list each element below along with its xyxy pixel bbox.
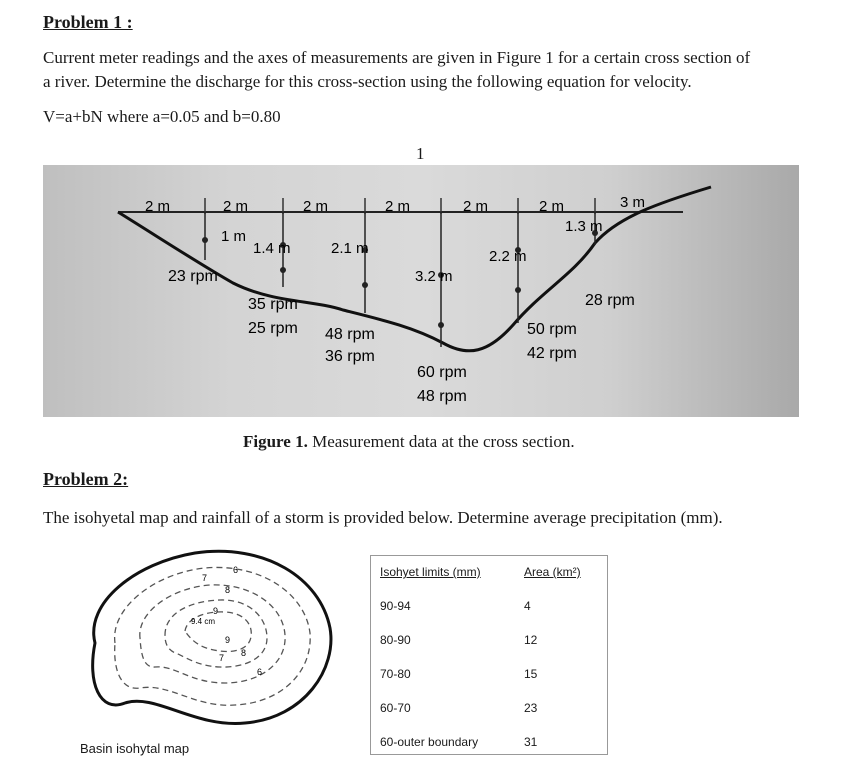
isohyet-6 bbox=[115, 567, 311, 705]
width-label: 2 m bbox=[539, 198, 565, 215]
depth-label: 2.1 m bbox=[331, 240, 369, 257]
meter-point bbox=[202, 237, 208, 243]
figure-caption bbox=[243, 432, 575, 452]
table-row bbox=[380, 725, 602, 759]
depth-label: 1.3 m bbox=[565, 218, 603, 235]
rpm-reading: 48 rpm bbox=[325, 326, 375, 343]
width-label: 2 m bbox=[145, 198, 171, 215]
table-cell: 23 bbox=[524, 701, 538, 715]
cross-section-figure bbox=[43, 165, 799, 417]
rpm-reading: 28 rpm bbox=[585, 292, 635, 309]
meter-point bbox=[515, 287, 521, 293]
basin-boundary bbox=[93, 551, 331, 723]
rpm-reading: 60 rpm bbox=[417, 364, 467, 381]
table-cell: 12 bbox=[524, 633, 538, 647]
figure-caption-text: Measurement data at the cross section. bbox=[307, 432, 575, 451]
table-cell: 90-94 bbox=[380, 599, 411, 613]
isohyet-label: 6 bbox=[257, 667, 263, 677]
rpm-reading: 23 rpm bbox=[168, 268, 218, 285]
table-header: Area (km²) bbox=[524, 565, 581, 579]
table-cell: 80-90 bbox=[380, 633, 411, 647]
table-row bbox=[380, 657, 602, 691]
table-header-row bbox=[380, 555, 602, 589]
isohyet-label: 6 bbox=[233, 565, 239, 575]
table-row bbox=[380, 691, 602, 725]
width-label: 3 m bbox=[620, 194, 646, 211]
isohyetal-map-drawing bbox=[75, 543, 345, 743]
isohyet-label: 7 bbox=[202, 573, 208, 583]
width-label: 2 m bbox=[463, 198, 489, 215]
isohyet-label: 9 bbox=[213, 606, 219, 616]
rpm-reading: 36 rpm bbox=[325, 348, 375, 365]
depth-label: 1.4 m bbox=[253, 240, 291, 257]
problem2-text: The isohyetal map and rainfall of a storm is provided below. Determine average precipitation (mm). bbox=[43, 508, 723, 527]
figure-caption-label: Figure 1. bbox=[243, 432, 308, 451]
isohyet-label: 8 bbox=[241, 648, 247, 658]
width-label: 2 m bbox=[385, 198, 411, 215]
depth-label: 3.2 m bbox=[415, 268, 453, 285]
isohyet-label: 9.4 cm bbox=[191, 617, 216, 626]
isohyet-label: 7 bbox=[219, 653, 225, 663]
isohyet-7 bbox=[140, 585, 285, 683]
rpm-reading: 42 rpm bbox=[527, 345, 577, 362]
problem1-text-line2: a river. Determine the discharge for this cross-section using the following equation for velocity. bbox=[43, 72, 692, 91]
table-cell: 31 bbox=[524, 735, 538, 749]
cross-section-diagram bbox=[43, 165, 799, 417]
isohyet-label: 8 bbox=[225, 585, 231, 595]
problem2-heading: Problem 2: bbox=[43, 469, 129, 489]
table-header: Isohyet limits (mm) bbox=[380, 565, 481, 579]
table-cell: 70-80 bbox=[380, 667, 411, 681]
isohyetal-map bbox=[75, 543, 345, 743]
rpm-reading: 35 rpm bbox=[248, 296, 298, 313]
depth-label: 2.2 m bbox=[489, 248, 527, 265]
table-cell: 60-70 bbox=[380, 701, 411, 715]
map-caption: Basin isohytal map bbox=[80, 741, 190, 756]
table-cell: 15 bbox=[524, 667, 538, 681]
page-number: 1 bbox=[416, 144, 425, 163]
problem1-text-line1: Current meter readings and the axes of measurements are given in Figure 1 for a certain cross section of bbox=[43, 48, 751, 67]
table-cell: 60-outer boundary bbox=[380, 735, 479, 749]
isohyet-table bbox=[380, 555, 602, 759]
depth-label: 1 m bbox=[221, 228, 247, 245]
table-cell: 4 bbox=[524, 599, 531, 613]
problem1-heading: Problem 1 : bbox=[43, 12, 133, 32]
meter-point bbox=[438, 322, 444, 328]
meter-point bbox=[280, 267, 286, 273]
meter-point bbox=[362, 282, 368, 288]
isohyet-label: 9 bbox=[225, 635, 231, 645]
rpm-reading: 50 rpm bbox=[527, 321, 577, 338]
rpm-reading: 48 rpm bbox=[417, 388, 467, 405]
width-label: 2 m bbox=[303, 198, 329, 215]
width-label: 2 m bbox=[223, 198, 249, 215]
table-row bbox=[380, 623, 602, 657]
rpm-reading: 25 rpm bbox=[248, 320, 298, 337]
velocity-equation: V=a+bN where a=0.05 and b=0.80 bbox=[43, 107, 281, 126]
table-row bbox=[380, 589, 602, 623]
